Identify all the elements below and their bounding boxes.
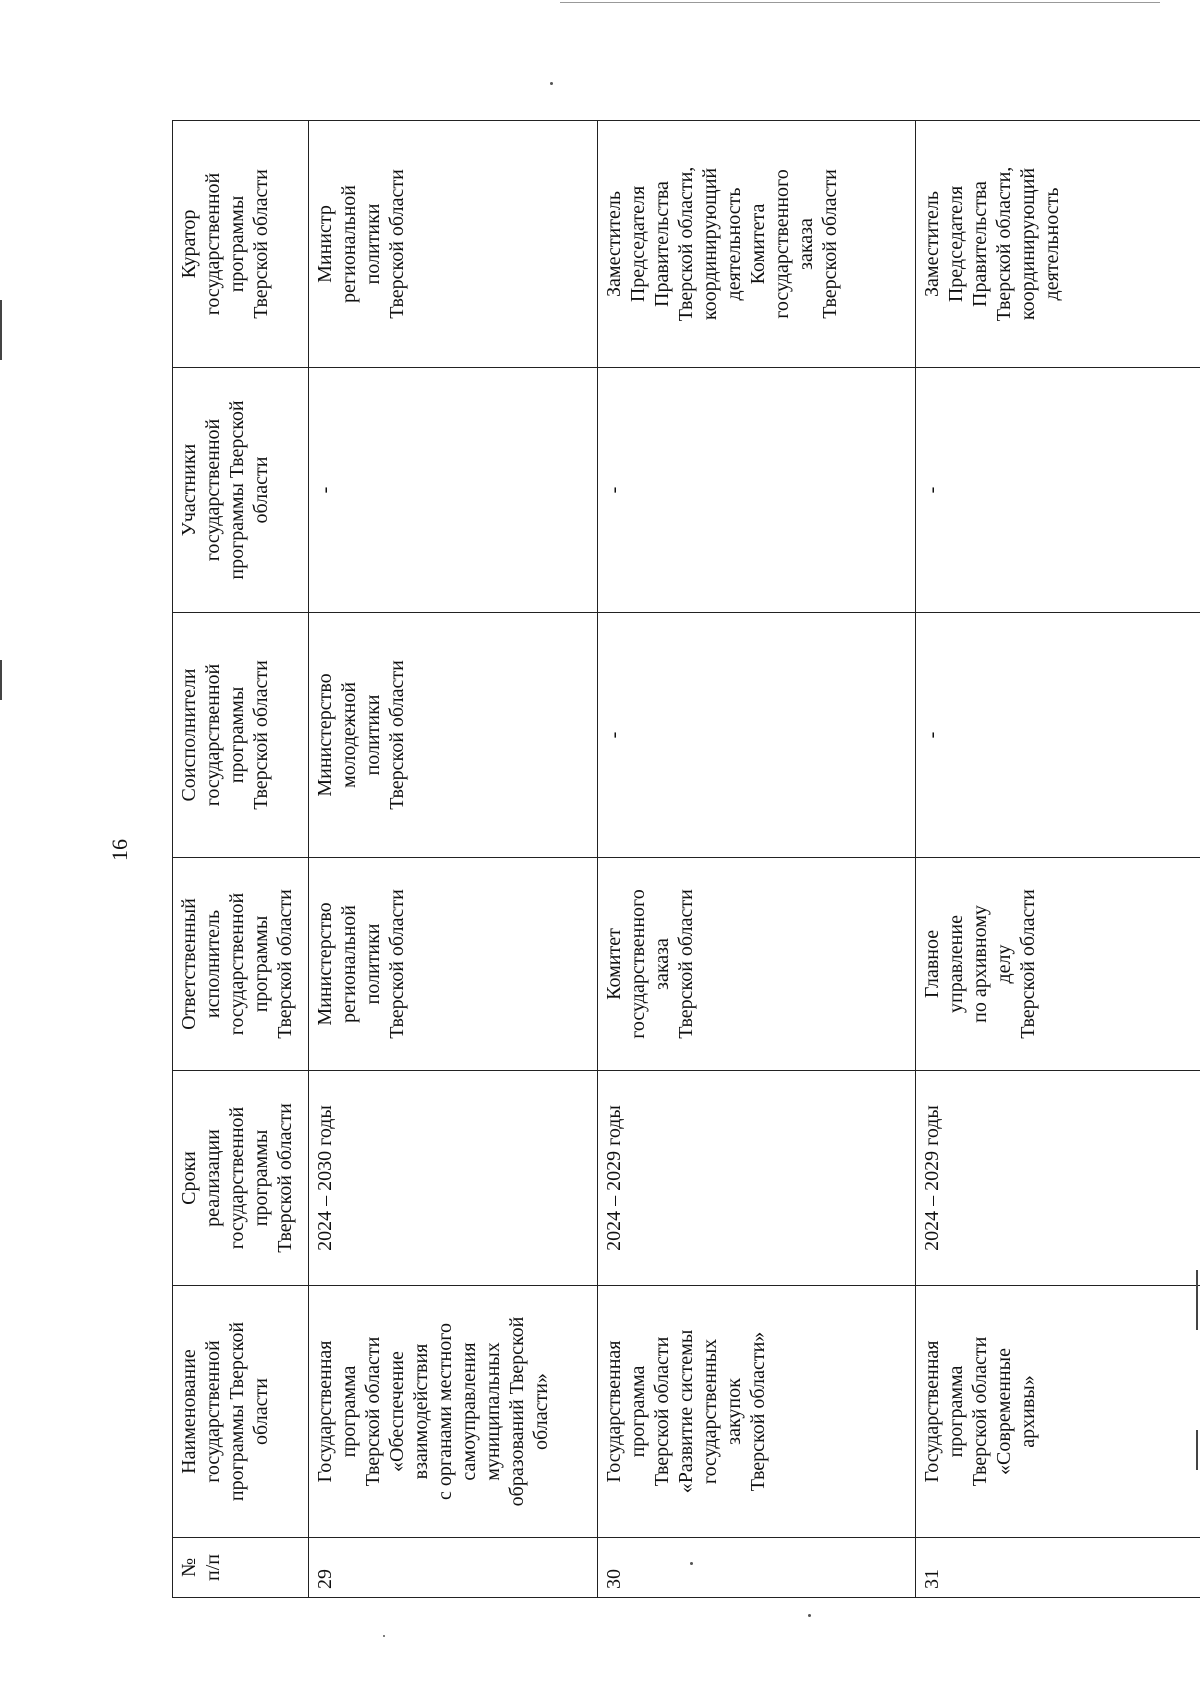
header-co-executors: Соисполнители государственной программы Тверской области bbox=[173, 613, 309, 858]
program-name: Государственная программа Тверской области «Развитие системы государственных закупок Тверской области» bbox=[598, 1286, 916, 1538]
scan-edge-mark bbox=[0, 300, 2, 360]
participants: - bbox=[309, 368, 598, 613]
program-name: Государственная программа Тверской области «Современные архивы» bbox=[916, 1286, 1200, 1538]
participants: - bbox=[916, 368, 1200, 613]
row-number: 31 bbox=[916, 1538, 1200, 1598]
header-number: № п/п bbox=[173, 1538, 309, 1598]
program-name: Государственная программа Тверской области «Обеспечение взаимодействия с органами местного самоуправления муниципальных образований Тверской области» bbox=[309, 1286, 598, 1538]
scan-edge-mark bbox=[1196, 1430, 1198, 1470]
co-executors: - bbox=[916, 613, 1200, 858]
rotated-table-page bbox=[172, 121, 1200, 1598]
programs-table bbox=[172, 120, 1200, 1598]
row-number: 30 bbox=[598, 1538, 916, 1598]
header-terms: Сроки реализации государственной программы Тверской области bbox=[173, 1071, 309, 1286]
scan-speck bbox=[690, 1562, 693, 1565]
curator: Министр региональной политики Тверской области bbox=[309, 121, 598, 368]
table-header-row bbox=[173, 121, 309, 1598]
table-row bbox=[309, 121, 598, 1598]
program-terms: 2024 – 2029 годы bbox=[916, 1071, 1200, 1286]
program-terms: 2024 – 2029 годы bbox=[598, 1071, 916, 1286]
table-row bbox=[916, 121, 1200, 1598]
co-executors: Министерство молодежной политики Тверской области bbox=[309, 613, 598, 858]
table-row bbox=[598, 121, 916, 1598]
header-responsible: Ответственный исполнитель государственной программы Тверской области bbox=[173, 858, 309, 1071]
header-curator: Куратор государственной программы Тверской области bbox=[173, 121, 309, 368]
co-executors: - bbox=[598, 613, 916, 858]
scan-edge-mark bbox=[1196, 1270, 1198, 1330]
scan-edge-mark bbox=[560, 2, 1160, 3]
scan-speck bbox=[550, 82, 553, 85]
header-participants: Участники государственной программы Тверской области bbox=[173, 368, 309, 613]
curator: Заместитель Председателя Правительства Тверской области, координирующий деятельность Комитета государственного заказа Тверской области bbox=[598, 121, 916, 368]
scan-edge-mark bbox=[0, 660, 2, 700]
participants: - bbox=[598, 368, 916, 613]
scan-speck bbox=[383, 1635, 385, 1637]
responsible-executor: Главное управление по архивному делу Тверской области bbox=[916, 858, 1200, 1071]
program-terms: 2024 – 2030 годы bbox=[309, 1071, 598, 1286]
page-number: 16 bbox=[107, 839, 132, 861]
scan-speck bbox=[808, 1614, 811, 1617]
responsible-executor: Министерство региональной политики Тверской области bbox=[309, 858, 598, 1071]
responsible-executor: Комитет государственного заказа Тверской области bbox=[598, 858, 916, 1071]
row-number: 29 bbox=[309, 1538, 598, 1598]
header-program-name: Наименование государственной программы Тверской области bbox=[173, 1286, 309, 1538]
curator: Заместитель Председателя Правительства Тверской области, координирующий деятельность bbox=[916, 121, 1200, 368]
